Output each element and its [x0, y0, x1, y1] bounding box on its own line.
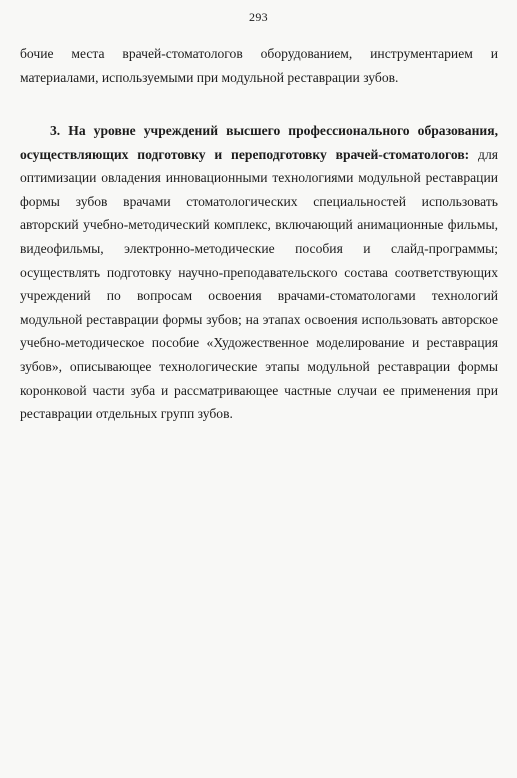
- paragraph-recommendation-3: [20, 119, 498, 426]
- paragraph-text: для оптимизации овладения инновационными технологиями модульной реставрации формы зубов врачами стоматологических специальностей использовать авторский учебно-методический комплекс, включающий анимационные фильмы, видеофильмы, электронно-методические пособия и слайд-программы; осуществлять подготовку научно-преподавательского состава соответствующих учреждений по вопросам освоения врачами-стоматологами технологий модульной реставрации формы зубов; на этапах освоения использовать авторское учебно-методическое пособие «Художественное моделирование и реставрация зубов», описывающее технологические этапы модульной реставрации формы коронковой части зуба и рассматривающее частные случаи ее применения при реставрации отдельных групп зубов.: [20, 146, 498, 422]
- paragraph-text: бочие места врачей-стоматологов оборудованием, инструментарием и материалами, используемыми при модульной реставрации зубов.: [20, 46, 498, 85]
- paragraph-continuation: [20, 42, 498, 89]
- paragraph-bold-lead: 3. На уровне учреждений высшего профессионального образования, осуществляющих подготовку и переподготовку врачей-стоматологов:: [20, 123, 498, 162]
- page-number: 293: [249, 10, 268, 24]
